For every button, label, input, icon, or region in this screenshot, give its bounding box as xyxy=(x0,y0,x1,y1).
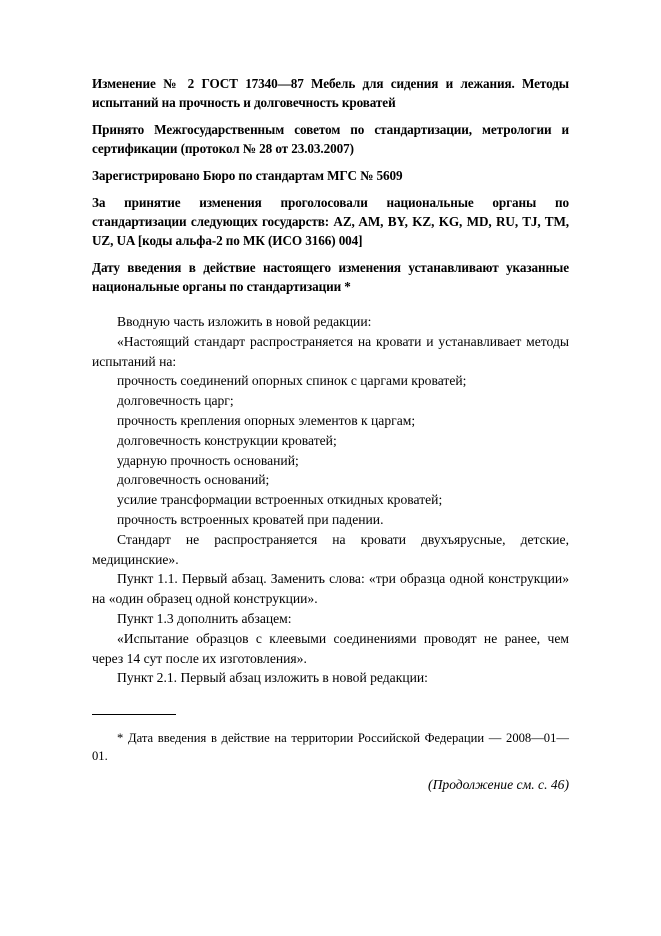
paragraph: Пункт 1.1. Первый абзац. Заменить слова: «три образца одной конструкции» на «один образец одной конструкции». xyxy=(92,571,569,607)
list-item: долговечность царг; xyxy=(117,393,234,409)
continuation-note: (Продолжение см. с. 46) xyxy=(428,777,569,793)
paragraph: Пункт 2.1. Первый абзац изложить в новой редакции: xyxy=(117,670,428,686)
effective-date-note: Дату введения в действие настоящего изменения устанавливают указанные национальные органы по стандартизации * xyxy=(92,260,569,294)
body-text xyxy=(92,312,569,688)
footnote-divider xyxy=(92,714,176,715)
footnote: * Дата введения в действие на территории Российской Федерации — 2008—01—01. xyxy=(92,731,569,763)
paragraph: Вводную часть изложить в новой редакции: xyxy=(117,314,372,329)
list-item: прочность крепления опорных элементов к царгам; xyxy=(117,412,416,428)
registration-note: Зарегистрировано Бюро по стандартам МГС № 5609 xyxy=(92,168,403,183)
amendment-title: Изменение № 2 ГОСТ 17340—87 Мебель для сидения и лежания. Методы испытаний на прочность и долговечность кроватей xyxy=(92,76,569,110)
adoption-note: Принято Межгосударственным советом по стандартизации, метрологии и сертификации (протокол № 28 от 23.03.2007) xyxy=(92,122,569,156)
paragraph: «Настоящий стандарт распространяется на кровати и устанавливает методы испытаний на: xyxy=(92,333,569,369)
list-item: усилие трансформации встроенных откидных кроватей; xyxy=(117,492,443,508)
list-item: ударную прочность оснований; xyxy=(117,452,299,468)
paragraph: Стандарт не распространяется на кровати двухъярусные, детские, медицинские». xyxy=(92,531,569,567)
paragraph: Пункт 1.3 дополнить абзацем: xyxy=(117,610,292,626)
voting-note: За принятие изменения проголосовали национальные органы по стандартизации следующих государств: AZ, AM, BY, KZ, KG, MD, RU, TJ, TM, UZ, UA [коды альфа-2 по МК (ИСО 3166) 004] xyxy=(92,195,569,248)
list-item: долговечность конструкции кроватей; xyxy=(117,432,337,448)
list-item: долговечность оснований; xyxy=(117,472,270,488)
list-item: прочность соединений опорных спинок с царгами кроватей; xyxy=(117,373,467,389)
list-item: прочность встроенных кроватей при падении. xyxy=(117,511,384,527)
document-page xyxy=(92,74,569,793)
paragraph: «Испытание образцов с клеевыми соединениями проводят не ранее, чем через 14 сут после их изготовления». xyxy=(92,630,569,666)
header-block xyxy=(92,74,569,296)
